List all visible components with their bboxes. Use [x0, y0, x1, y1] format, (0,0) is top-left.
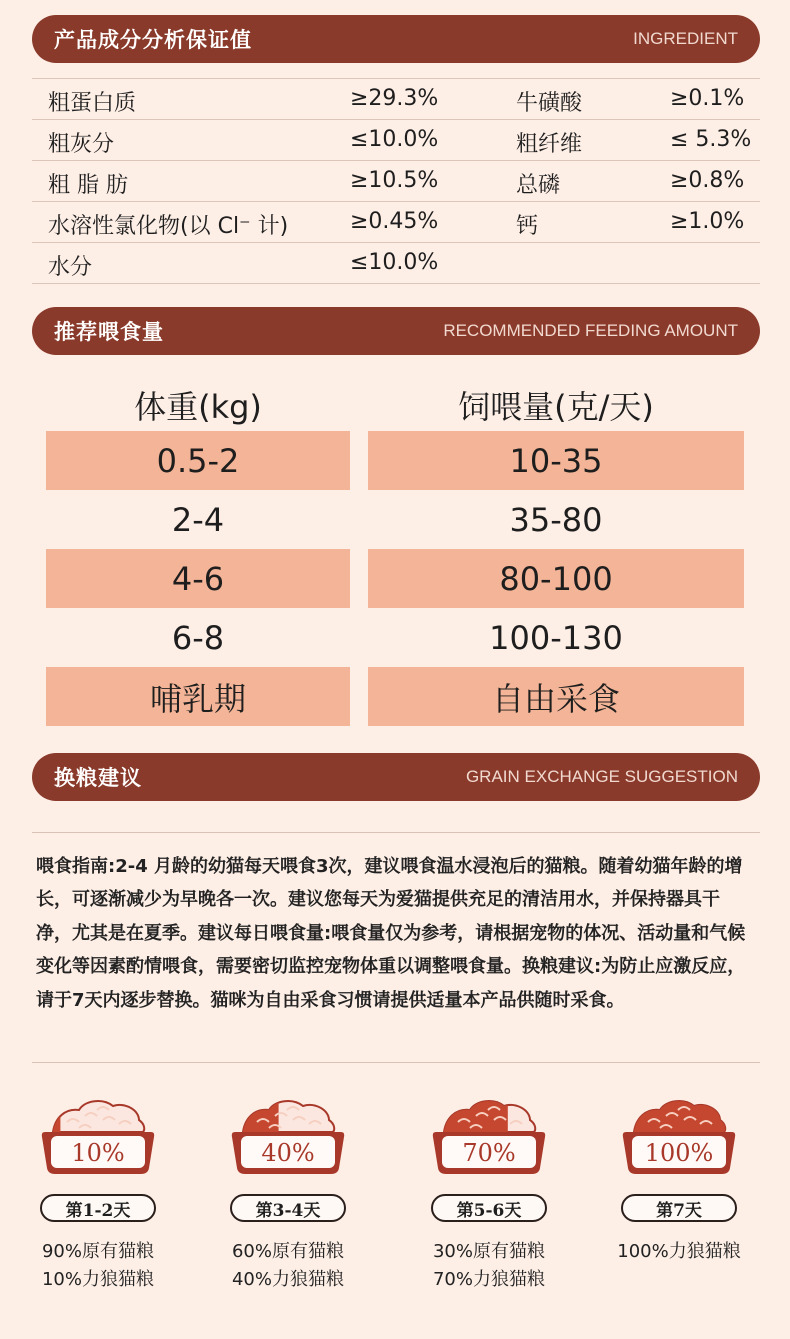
ingredient-name: 总磷 — [516, 173, 561, 198]
ingredient-value: ≥1.0% — [670, 209, 745, 234]
mix-line: 40%力狼猫粮 — [231, 1269, 344, 1290]
feeding-title-en: RECOMMENDED FEEDING AMOUNT — [443, 321, 738, 340]
ingredient-row — [32, 78, 760, 120]
amount-column-header: 饲喂量(克/天) — [458, 388, 654, 426]
ingredient-value: ≥29.3% — [350, 86, 439, 111]
exchange-step — [599, 1090, 759, 1266]
exchange-title-en: GRAIN EXCHANGE SUGGESTION — [465, 767, 738, 786]
amount-cell: 35-80 — [509, 500, 603, 539]
weight-cell: 哺乳期 — [46, 667, 350, 726]
divider — [32, 1062, 760, 1063]
ingredient-name: 粗蛋白质 — [48, 91, 137, 116]
mix-ratio — [599, 1238, 759, 1266]
amount-cell: 10-35 — [368, 431, 744, 490]
food-bowl-icon — [424, 1090, 554, 1180]
weight-cell: 4-6 — [46, 549, 350, 608]
ingredient-name: 水分 — [48, 255, 93, 280]
ingredient-value: ≤ 5.3% — [670, 127, 752, 152]
mix-line: 60%原有猫粮 — [231, 1241, 344, 1262]
mix-line: 90%原有猫粮 — [41, 1241, 154, 1262]
ingredient-name: 粗纤维 — [516, 132, 583, 157]
weight-cell: 0.5-2 — [46, 431, 350, 490]
ingredient-value: ≥0.1% — [670, 86, 745, 111]
mix-line: 30%原有猫粮 — [432, 1241, 545, 1262]
ingredient-value: ≥0.45% — [350, 209, 439, 234]
ingredient-name: 水溶性氯化物(以 Cl⁻ 计) — [48, 214, 289, 239]
days-label: 第7天 — [621, 1194, 737, 1222]
ingredient-row — [32, 120, 760, 161]
amount-cell: 80-100 — [368, 549, 744, 608]
bowl-percent-label: 100% — [644, 1139, 714, 1167]
mix-line: 100%力狼猫粮 — [617, 1241, 741, 1262]
ingredient-value: ≤10.0% — [350, 127, 439, 152]
days-label: 第1-2天 — [40, 1194, 156, 1222]
amount-cell: 自由采食 — [368, 667, 744, 726]
ingredient-value: ≥10.5% — [350, 168, 439, 193]
mix-ratio — [18, 1238, 178, 1294]
ingredient-title-en: INGREDIENT — [633, 29, 738, 48]
exchange-step — [208, 1090, 368, 1294]
days-label: 第3-4天 — [230, 1194, 346, 1222]
feeding-header — [32, 307, 760, 355]
ingredient-name: 粗 脂 肪 — [48, 173, 128, 198]
days-label: 第5-6天 — [431, 1194, 547, 1222]
ingredient-table — [32, 78, 760, 284]
feeding-guide-text: 喂食指南:2-4 月龄的幼猫每天喂食3次，建议喂食温水浸泡后的猫粮。随着幼猫年龄的增长，可逐渐减少为早晚各一次。建议您每天为爱猫提供充足的清洁用水，并保持器具干净，尤其是在夏季。建议每日喂食量:喂食量仅为参考，请根据宠物的体况、活动量和气候变化等因素酌情喂食，需要密切监控宠物体重以调整喂食量。换粮建议:为防止应激反应，请于7天内逐步替换。猫咪为自由采食习惯请提供适量本产品供随时采食。 — [36, 856, 746, 1011]
mix-line: 10%力狼猫粮 — [41, 1269, 154, 1290]
exchange-step — [18, 1090, 178, 1294]
ingredient-name: 粗灰分 — [48, 132, 115, 157]
ingredient-name: 钙 — [516, 214, 539, 239]
food-bowl-icon — [33, 1090, 163, 1180]
ingredient-row — [32, 202, 760, 243]
ingredient-value: ≥0.8% — [670, 168, 745, 193]
ingredient-row — [32, 161, 760, 202]
bowl-percent-label: 70% — [462, 1139, 516, 1167]
exchange-header — [32, 753, 760, 801]
ingredient-title: 产品成分分析保证值 — [54, 28, 252, 52]
bowl-percent-label: 10% — [71, 1139, 125, 1167]
food-bowl-icon — [223, 1090, 353, 1180]
weight-cell: 6-8 — [171, 618, 225, 657]
weight-column-header: 体重(kg) — [134, 388, 262, 426]
weight-cell: 2-4 — [171, 500, 225, 539]
mix-ratio — [208, 1238, 368, 1294]
divider — [32, 832, 760, 833]
food-bowl-icon — [614, 1090, 744, 1180]
ingredient-value: ≤10.0% — [350, 250, 439, 275]
exchange-title: 换粮建议 — [54, 766, 142, 790]
bowl-percent-label: 40% — [261, 1139, 315, 1167]
ingredient-header — [32, 15, 760, 63]
ingredient-name: 牛磺酸 — [516, 91, 583, 116]
ingredient-row — [32, 243, 760, 284]
exchange-step — [409, 1090, 569, 1294]
mix-ratio — [409, 1238, 569, 1294]
amount-cell: 100-130 — [489, 618, 623, 657]
mix-line: 70%力狼猫粮 — [432, 1269, 545, 1290]
feeding-title: 推荐喂食量 — [54, 320, 164, 344]
